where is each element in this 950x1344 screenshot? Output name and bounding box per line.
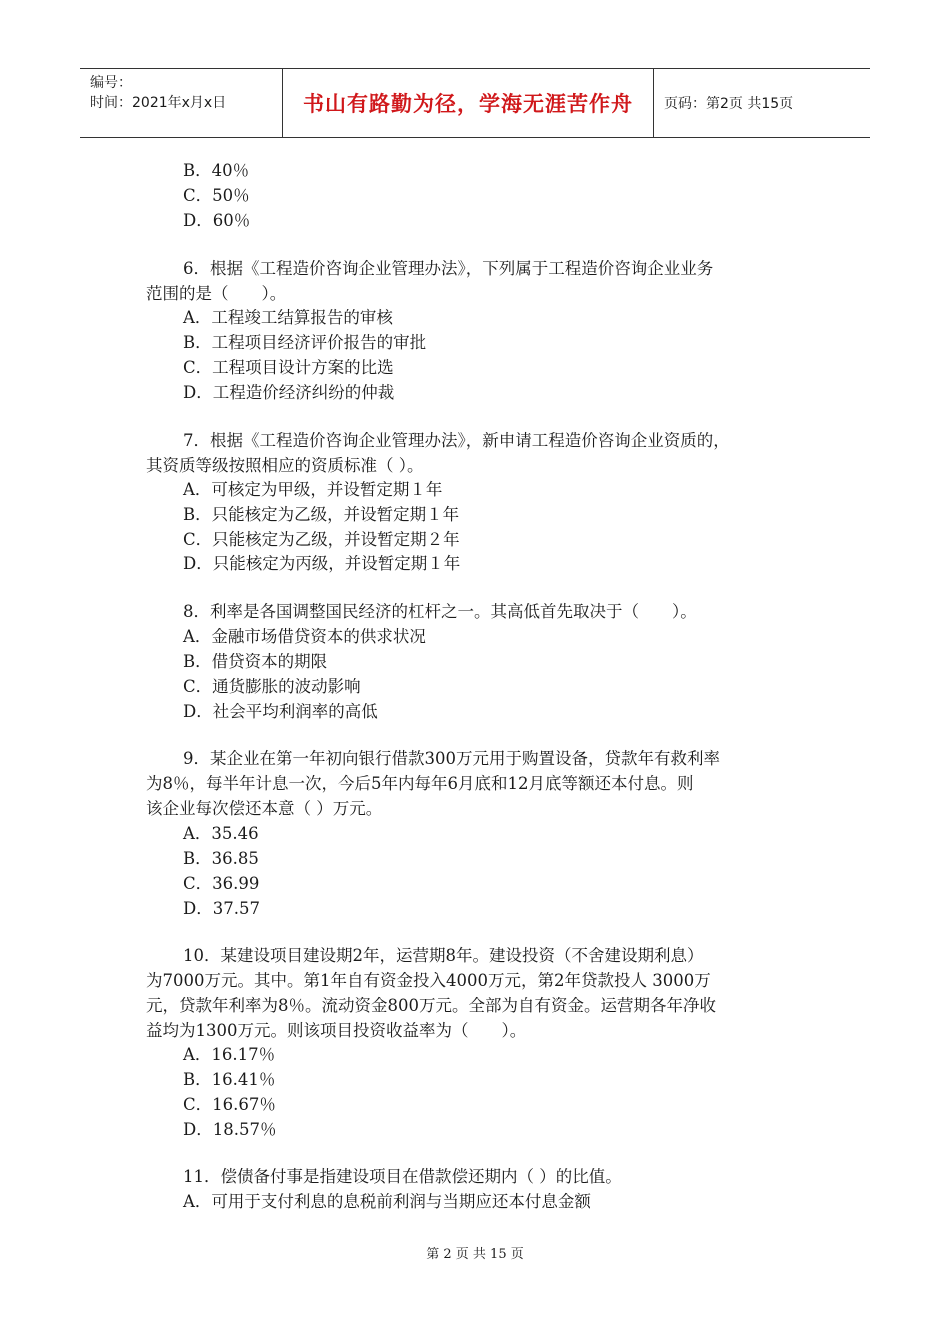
question-10-line-2: 为7000万元。其中。第1年自有资金投入4000万元，第2年贷款投人 3000万 <box>146 971 711 990</box>
question-9-option-d: D．37.57 <box>183 899 260 918</box>
question-6-option-b: B．工程项目经济评价报告的审批 <box>183 333 427 352</box>
question-8-option-b: B．借贷资本的期限 <box>183 652 328 671</box>
question-6-line-2: 范围的是（ ）。 <box>146 284 287 303</box>
question-7-option-c: C．只能核定为乙级，并设暂定期２年 <box>183 530 460 549</box>
prev-option-b: B．40％ <box>183 161 250 180</box>
question-11-option-a: A．可用于支付利息的息税前利润与当期应还本付息金额 <box>183 1192 591 1211</box>
question-8-option-d: D．社会平均利润率的高低 <box>183 702 378 721</box>
question-11-line-1: 11．偿债备付事是指建设项目在借款偿还期内（ ）的比值。 <box>183 1167 622 1186</box>
question-9-line-1: 9．某企业在第一年初向银行借款300万元用于购置设备，贷款年有救利率 <box>183 749 720 768</box>
page-label: 页码：第2页 共15页 <box>664 96 794 112</box>
question-9-option-b: B．36.85 <box>183 849 259 868</box>
question-9-line-2: 为8％，每半年计息一次，今后5年内每年6月底和12月底等额还本付息。则 <box>146 774 694 793</box>
question-6-option-a: A．工程竣工结算报告的审核 <box>183 308 393 327</box>
question-6-line-1: 6．根据《工程造价咨询企业管理办法》，下列属于工程造价咨询企业业务 <box>183 259 714 278</box>
question-10-option-b: B．16.41％ <box>183 1070 276 1089</box>
motto-text: 书山有路勤为径，学海无涯苦作舟 <box>303 92 633 116</box>
question-6-option-c: C．工程项目设计方案的比选 <box>183 358 394 377</box>
question-7-line-2: 其资质等级按照相应的资质标准（ ）。 <box>146 456 424 475</box>
question-10-line-4: 益均为1300万元。则该项目投资收益率为（ ）。 <box>146 1021 527 1040</box>
question-9-option-c: C．36.99 <box>183 874 260 893</box>
question-7-line-1: 7．根据《工程造价咨询企业管理办法》，新申请工程造价咨询企业资质的， <box>183 431 730 450</box>
question-10-line-3: 元，贷款年利率为8％。流动资金800万元。全部为自有资金。运营期各年净收 <box>146 996 716 1015</box>
question-7-option-a: A．可核定为甲级，并设暂定期１年 <box>183 480 443 499</box>
question-6-option-d: D．工程造价经济纠纷的仲裁 <box>183 383 395 402</box>
date-label: 时间：2021年x月x日 <box>90 95 227 111</box>
question-7-option-d: D．只能核定为丙级，并设暂定期１年 <box>183 554 461 573</box>
question-10-option-d: D．18.57％ <box>183 1120 277 1139</box>
question-8-option-c: C．通货膨胀的波动影响 <box>183 677 361 696</box>
question-9-line-3: 该企业每次偿还本意（ ）万元。 <box>146 799 383 818</box>
question-7-option-b: B．只能核定为乙级，并设暂定期１年 <box>183 505 460 524</box>
page-footer: 第 2 页 共 15 页 <box>426 1247 524 1262</box>
question-10-line-1: 10．某建设项目建设期2年，运营期8年。建设投资（不舍建设期利息） <box>183 946 704 965</box>
prev-option-d: D．60％ <box>183 211 251 230</box>
question-9-option-a: A．35.46 <box>183 824 259 843</box>
question-10-option-a: A．16.17％ <box>183 1045 276 1064</box>
prev-option-c: C．50％ <box>183 186 250 205</box>
question-8-option-a: A．金融市场借贷资本的供求状况 <box>183 627 426 646</box>
question-8-line-1: 8．利率是各国调整国民经济的杠杆之一。其高低首先取决于（ ）。 <box>183 602 697 621</box>
number-label: 编号： <box>90 75 132 91</box>
question-10-option-c: C．16.67％ <box>183 1095 276 1114</box>
